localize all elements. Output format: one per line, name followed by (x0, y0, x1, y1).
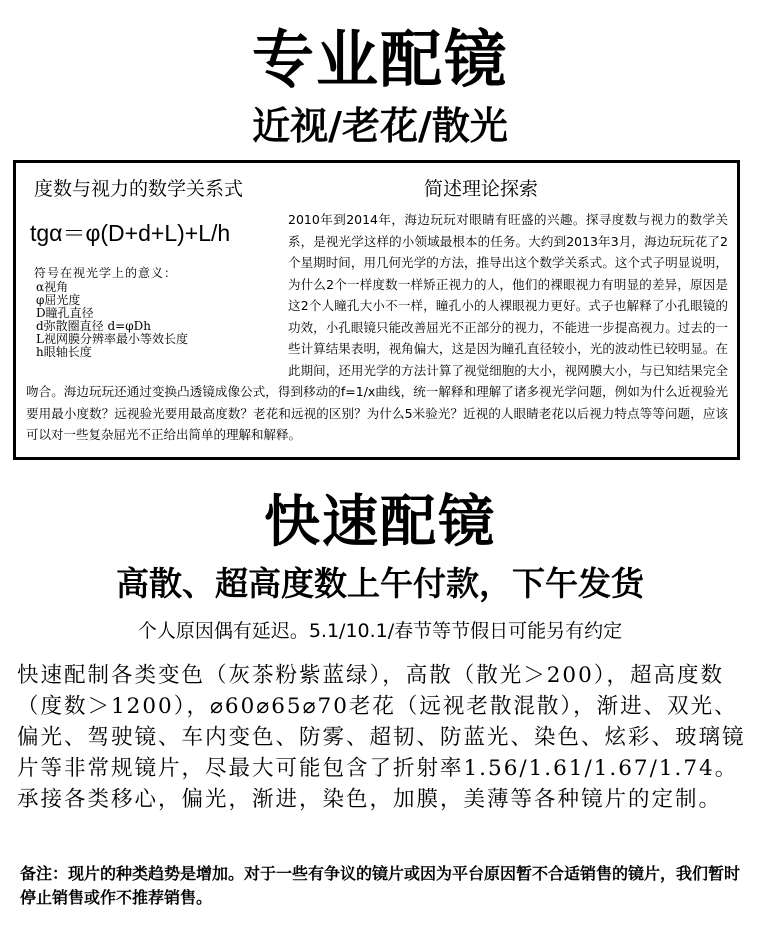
fast-section-subtitle: 高散、超高度数上午付款，下午发货 (116, 564, 644, 603)
symbol-item: h眼轴长度 (36, 345, 92, 359)
formula: tgα＝φ(D+d+L)+L/h (30, 220, 231, 246)
formula-theory-box (13, 160, 740, 460)
remark-note: 备注：现片的种类趋势是增加。对于一些有争议的镜片或因为平台原因暂不合适销售的镜片，我们暂时停止销售或作不推荐销售。 (20, 864, 741, 907)
delay-note: 个人原因偶有延迟。5.1/10.1/春节等节假日可能另有约定 (137, 620, 623, 642)
symbol-list-heading: 符号在视光学上的意义： (34, 266, 178, 280)
theory-wrap-spacer (26, 209, 288, 361)
symbol-item: D瞳孔直径 (36, 306, 94, 320)
symbol-item: α视角 (36, 280, 69, 294)
services-description: 快速配制各类变色（灰茶粉紫蓝绿），高散（散光＞200），超高度数（度数＞1200），⌀60⌀65⌀70老花（远视老散混散），渐进、双光、偏光、驾驶镜、车内变色、防雾、超韧、防蓝光、染色、炫彩、玻璃镜片等非常规镜片，尽最大可能包含了折射率1.56/1.61/1.67/1.74。承接各类移心，偏光，渐进，染色，加膜，美薄等各种镜片的定制。 (17, 663, 746, 812)
symbol-item: φ屈光度 (36, 293, 81, 307)
symbol-item: d弥散圈直径 d=φDh (36, 319, 151, 333)
symbol-item: L视网膜分辨率最小等效长度 (36, 332, 188, 346)
theory-paragraph: 2010年到2014年，海边玩玩对眼睛有旺盛的兴趣。探寻度数与视力的数学关系，是视光学这样的小领域最根本的任务。大约到2013年3月，海边玩玩花了2个星期时间，用几何光学的方法，推导出这个数学关系式。这个式子明显说明，为什么2个一样度数一样矫正视力的人，他们的裸眼视力有明显的差异，原因是这2个人瞳孔大小不一样，瞳孔小的人裸眼视力更好。式子也解释了小孔眼镜的功效，小孔眼镜只能改善屈光不正部分的视力，不能进一步提高视力。过去的一些计算结果表明，视角偏大，这是因为瞳孔直径较小，光的波动性已较明显。在此期间，还用光学的方法计算了视觉细胞的大小，视网膜大小，与已知结果完全吻合。海边玩玩还通过变换凸透镜成像公式，得到移动的f=1/x曲线，统一解释和理解了诸多视光学问题，例如为什么近视验光要用最小度数？远视验光要用最高度数？老花和远视的区别？为什么5米验光？近视的人眼睛老花以后视力特点等等问题，应该可以对一些复杂屈光不正给出简单的理解和解释。 (26, 212, 728, 442)
page-subtitle: 近视/老花/散光 (252, 104, 508, 148)
fast-section-title: 快速配镜 (264, 490, 496, 555)
page-title: 专业配镜 (251, 23, 508, 96)
theory-heading: 简述理论探索 (424, 178, 539, 200)
formula-heading: 度数与视力的数学关系式 (34, 178, 244, 200)
theory-text-block (26, 209, 728, 446)
